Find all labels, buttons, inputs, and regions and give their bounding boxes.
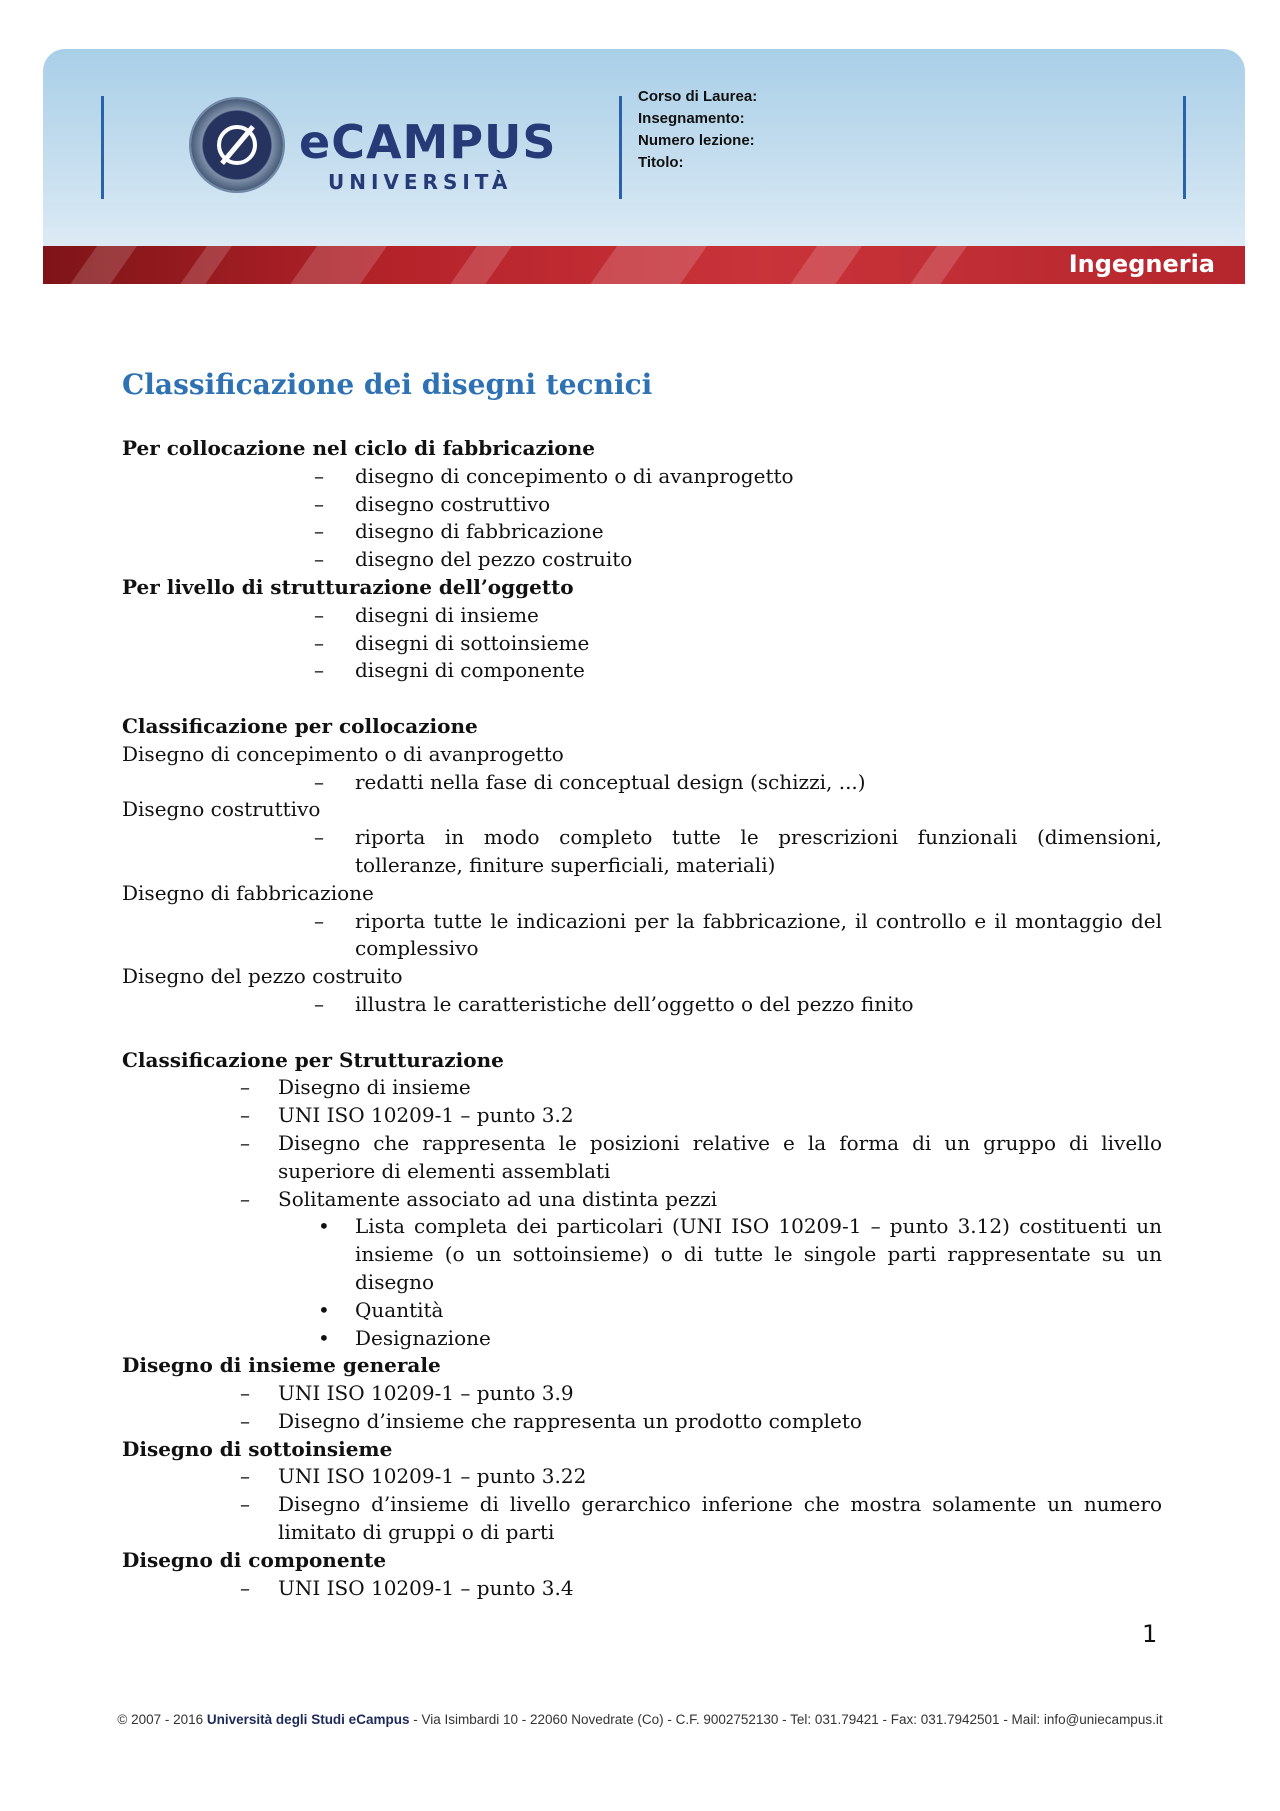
- section-heading: Classificazione per collocazione: [122, 713, 478, 738]
- list-item: – Disegno di insieme: [240, 1075, 471, 1100]
- list-item: – Disegno d’insieme di livello gerarchico inferione che mostra solamente un numero limitato di gruppi o di parti: [240, 1492, 1162, 1545]
- list-item: – disegno di fabbricazione: [314, 519, 604, 544]
- meta-course: Corso di Laurea:: [638, 88, 758, 105]
- list-item: – UNI ISO 10209-1 – punto 3.4: [240, 1575, 574, 1600]
- list-item: – disegno del pezzo costruito: [314, 547, 633, 572]
- section-heading: Per collocazione nel ciclo di fabbricazione: [122, 436, 596, 460]
- header-divider-middle: [619, 96, 622, 199]
- list-item: – riporta tutte le indicazioni per la fabbricazione, il controllo e il montaggio del complessivo: [314, 908, 1162, 961]
- list-item: – Solitamente associato ad una distinta pezzi: [240, 1186, 718, 1211]
- logo-wordmark: eCAMPUS: [299, 115, 557, 169]
- page-number: 1: [1142, 1620, 1158, 1648]
- document-title: Classificazione dei disegni tecnici: [122, 368, 653, 401]
- subsection-heading: Disegno di insieme generale: [122, 1353, 441, 1378]
- logo-subtitle: UNIVERSITÀ: [328, 170, 513, 194]
- meta-subject: Insegnamento:: [638, 110, 745, 127]
- group-title: Disegno di fabbricazione: [122, 880, 374, 905]
- bullet-item: • Designazione: [318, 1325, 491, 1350]
- footer-contacts: - Via Isimbardi 10 - 22060 Novedrate (Co) - C.F. 9002752130 - Tel: 031.79421 - Fax: 031.7942501 - Mail: info@uniecampus.it: [409, 1712, 1163, 1727]
- bullet-item: • Quantità: [318, 1297, 444, 1322]
- list-item: – UNI ISO 10209-1 – punto 3.22: [240, 1464, 587, 1489]
- meta-lesson-number: Numero lezione:: [638, 132, 755, 149]
- list-item: – disegni di insieme: [314, 602, 539, 627]
- group-title: Disegno di concepimento o di avanprogetto: [122, 741, 564, 766]
- list-item: – UNI ISO 10209-1 – punto 3.2: [240, 1103, 574, 1128]
- list-item: – riporta in modo completo tutte le prescrizioni funzionali (dimensioni, tolleranze, finiture superficiali, materiali): [314, 825, 1162, 877]
- subsection-heading: Disegno di sottoinsieme: [122, 1436, 393, 1461]
- group-title: Disegno del pezzo costruito: [122, 964, 403, 989]
- section-heading: Classificazione per Strutturazione: [122, 1047, 504, 1072]
- list-item: – illustra le caratteristiche dell’oggetto o del pezzo finito: [314, 991, 914, 1016]
- faculty-label: Ingegneria: [1068, 250, 1215, 278]
- bullet-item: • Lista completa dei particolari (UNI ISO 10209-1 – punto 3.12) costituenti un insieme (o un sottoinsieme) o di tutte le singole parti rappresentate su un disegno: [318, 1214, 1162, 1294]
- footer-organization: Università degli Studi eCampus: [206, 1712, 410, 1727]
- list-item: – redatti nella fase di conceptual design (schizzi, ...): [314, 769, 866, 794]
- header-divider-right: [1183, 96, 1186, 199]
- subsection-heading: Disegno di componente: [122, 1547, 387, 1572]
- document-body: [122, 435, 1162, 1602]
- faculty-band: [43, 246, 1245, 284]
- list-item: – disegni di componente: [314, 658, 585, 683]
- footer-copyright: © 2007 - 2016: [117, 1712, 207, 1727]
- list-item: – disegno costruttivo: [314, 491, 551, 516]
- list-item: – Disegno d’insieme che rappresenta un prodotto completo: [240, 1408, 862, 1433]
- list-item: – disegno di concepimento o di avanprogetto: [314, 463, 794, 488]
- page-footer: [0, 1712, 1280, 1727]
- section-heading: Per livello di strutturazione dell’oggetto: [122, 574, 574, 599]
- list-item: – UNI ISO 10209-1 – punto 3.9: [240, 1381, 574, 1406]
- list-item: – Disegno che rappresenta le posizioni relative e la forma di un gruppo di livello superiore di elementi assemblati: [240, 1130, 1162, 1183]
- meta-title: Titolo:: [638, 154, 684, 171]
- list-item: – disegni di sottoinsieme: [314, 630, 590, 655]
- university-seal-icon: [191, 99, 283, 191]
- group-title: Disegno costruttivo: [122, 797, 321, 822]
- page-header: [43, 49, 1245, 284]
- header-divider-left: [101, 96, 104, 199]
- course-meta: [638, 86, 757, 174]
